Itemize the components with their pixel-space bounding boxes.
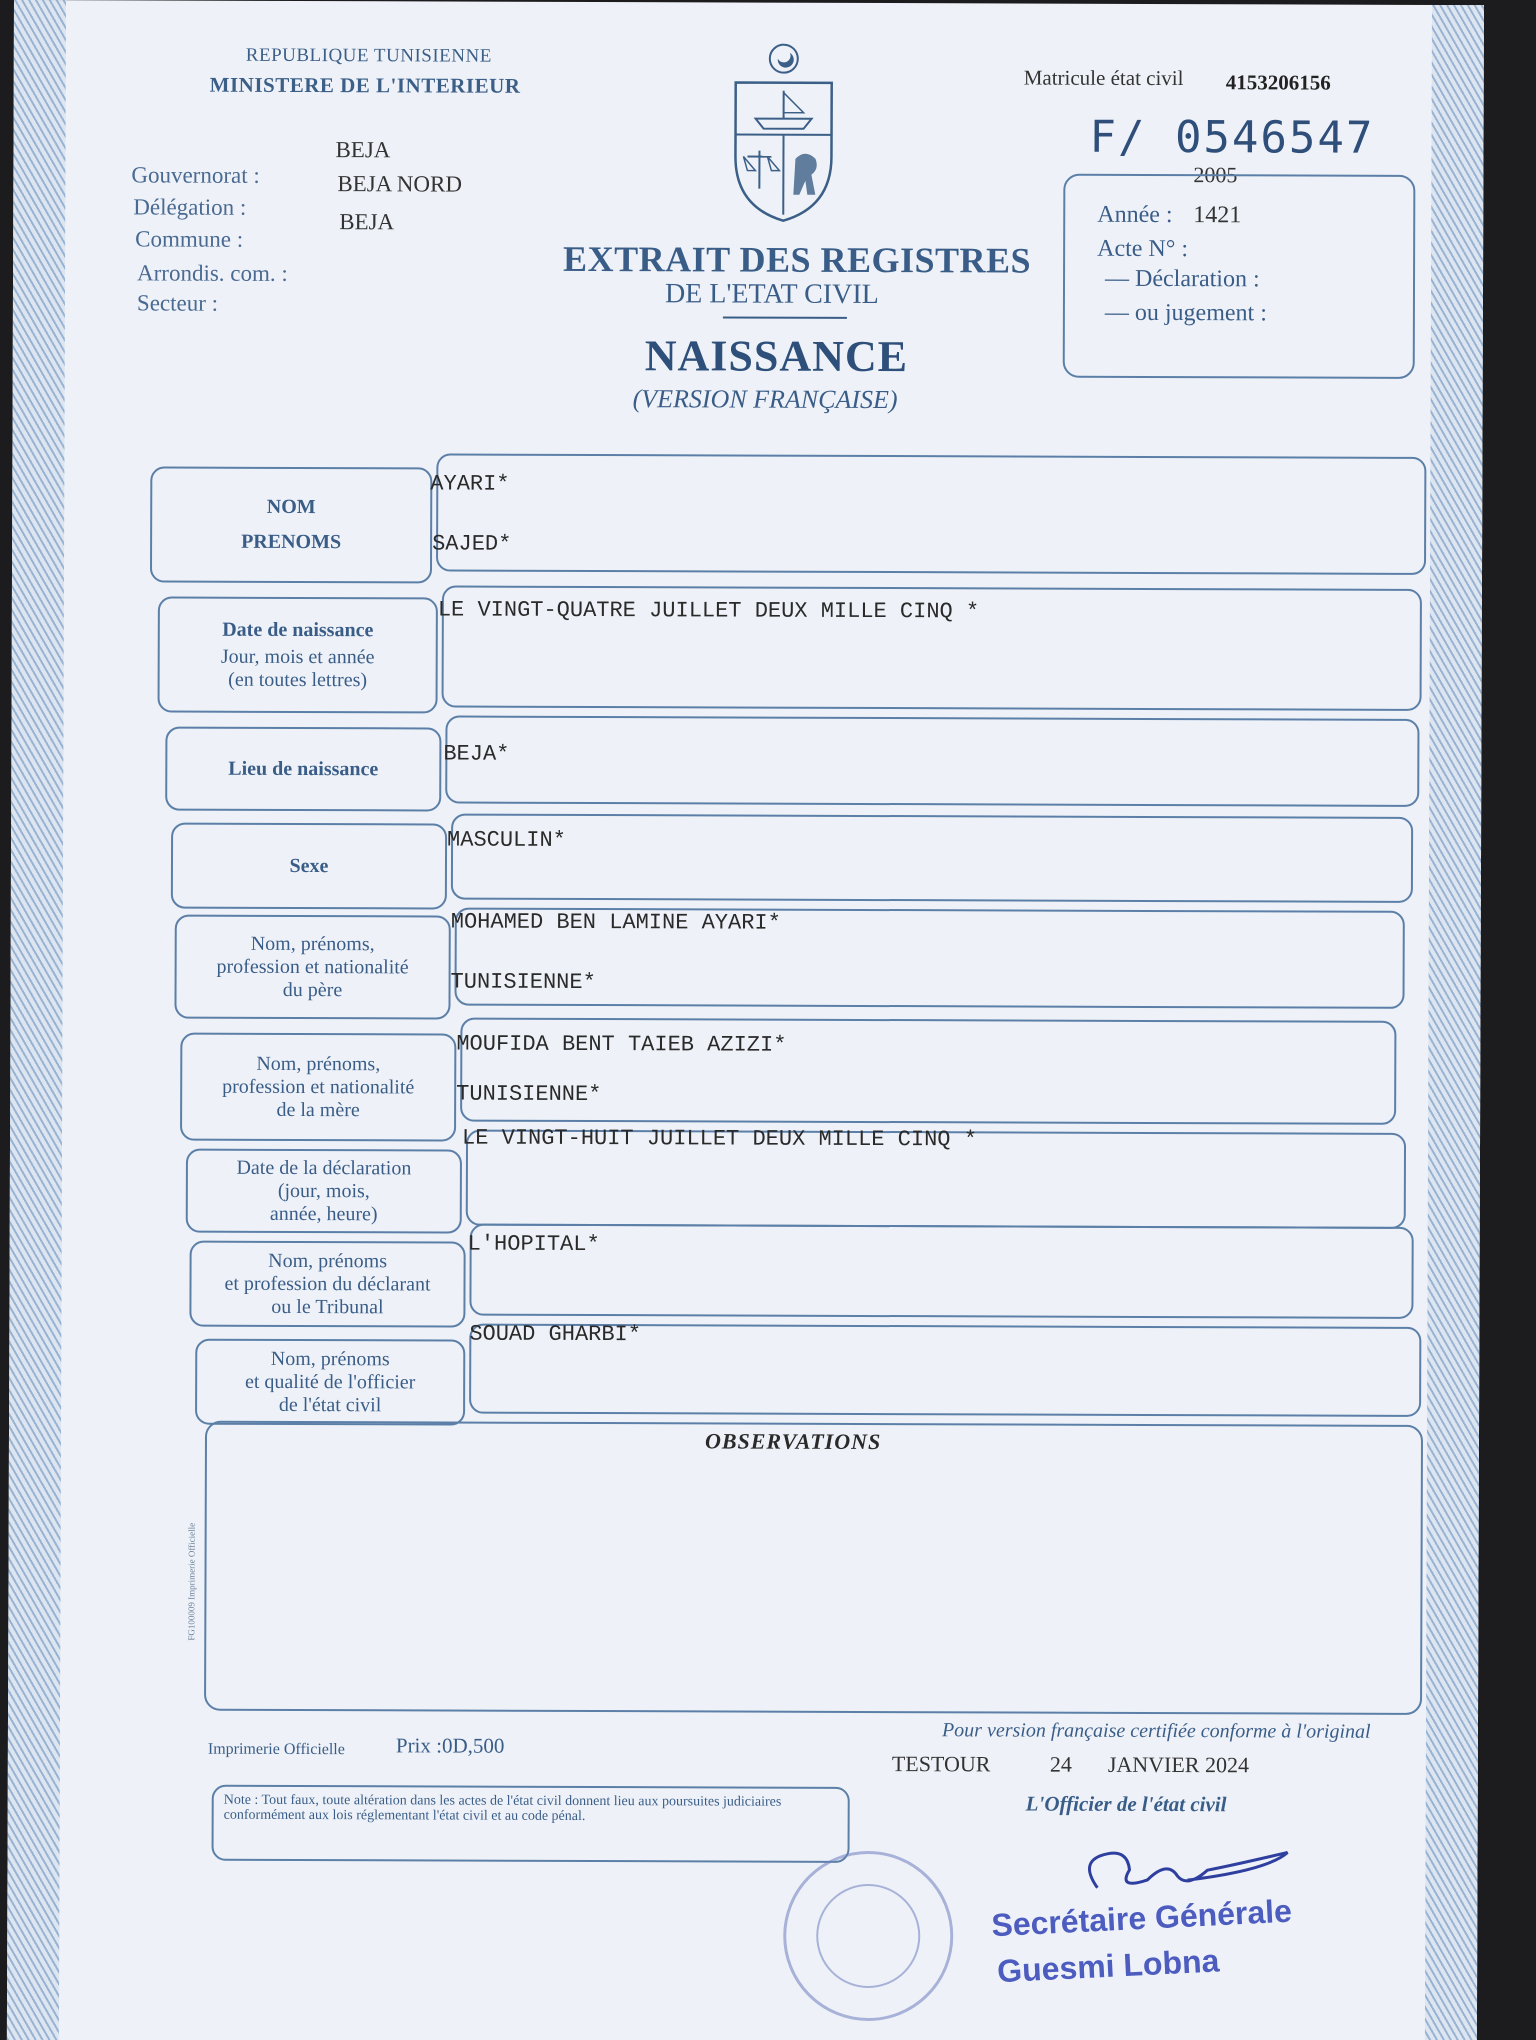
mere-label-line2: profession et nationalité xyxy=(222,1075,415,1098)
official-stamp xyxy=(783,1851,954,2022)
nom-prenoms-field xyxy=(436,453,1426,574)
issue-day: 24 xyxy=(1049,1751,1072,1777)
sexe-title: Sexe xyxy=(289,854,329,877)
date-naissance-sub2: (en toutes lettres) xyxy=(228,668,368,691)
declarant-label-line3: ou le Tribunal xyxy=(271,1295,384,1318)
decorative-border-right xyxy=(1425,5,1484,2040)
declarant-value: L'HOPITAL* xyxy=(467,1231,600,1258)
issue-month-year: JANVIER 2024 xyxy=(1107,1751,1250,1778)
sexe-field xyxy=(451,814,1413,903)
officier-label xyxy=(195,1339,465,1426)
sexe-value: MASCULIN* xyxy=(447,827,566,853)
lieu-value: BEJA* xyxy=(443,741,510,767)
lieu-naissance-field xyxy=(445,716,1419,807)
declarant-label-line1: Nom, prénoms xyxy=(268,1249,388,1272)
officier-signature-title: L'Officier de l'état civil xyxy=(1025,1791,1227,1817)
declaration-date-label xyxy=(186,1149,462,1234)
declarant-label-line2: et profession du déclarant xyxy=(224,1272,431,1295)
decl-label-line3: année, heure) xyxy=(269,1202,378,1225)
date-naissance-sub1: Jour, mois et année xyxy=(220,645,375,668)
officier-label-line3: de l'état civil xyxy=(278,1393,382,1416)
date-naissance-label xyxy=(158,597,438,714)
lieu-title: Lieu de naissance xyxy=(228,757,379,780)
secteur-label: Secteur : xyxy=(136,290,219,316)
republic-label: REPUBLIQUE TUNISIENNE xyxy=(245,44,492,67)
gouvernorat-value: BEJA NORD xyxy=(337,171,463,197)
issue-place: TESTOUR xyxy=(891,1751,991,1777)
observations-box xyxy=(204,1421,1423,1715)
nom-prenoms-label xyxy=(150,466,432,583)
officier-label-line2: et qualité de l'officier xyxy=(244,1370,416,1393)
pere-label xyxy=(174,915,450,1020)
observations-title: OBSERVATIONS xyxy=(704,1428,882,1455)
annee-label: Année : xyxy=(1097,201,1173,229)
acte-number-label: Acte N° : xyxy=(1097,235,1189,263)
prenoms-label: PRENOMS xyxy=(241,530,342,554)
coat-of-arms-emblem xyxy=(725,38,842,224)
side-print-code: FG100009 Imprimerie Officielle xyxy=(186,1522,197,1641)
ministry-label: MINISTERE DE L'INTERIEUR xyxy=(209,72,521,98)
sexe-label xyxy=(171,823,447,910)
signatory-name: Guesmi Lobna xyxy=(996,1942,1221,1990)
title-divider xyxy=(723,316,847,318)
serial-year: 2005 xyxy=(1193,162,1238,188)
pere-label-line2: profession et nationalité xyxy=(216,955,409,978)
commune-label: Commune : xyxy=(135,226,244,252)
declaration-label: — Déclaration : xyxy=(1104,265,1260,293)
officier-value: SOUAD GHARBI* xyxy=(469,1321,642,1348)
serial-number: F/ 0546547 xyxy=(1089,111,1375,164)
declarant-field xyxy=(469,1224,1413,1319)
mere-nationality-value: TUNISIENNE* xyxy=(456,1081,602,1108)
date-naissance-value: LE VINGT-QUATRE JUILLET DEUX MILLE CINQ * xyxy=(437,597,980,625)
prenoms-value: SAJED* xyxy=(432,531,512,557)
officier-label-line1: Nom, prénoms xyxy=(270,1347,390,1370)
delegation-value: BEJA xyxy=(339,209,395,235)
jugement-label: — ou jugement : xyxy=(1104,299,1267,327)
title-etat-civil: DE L'ETAT CIVIL xyxy=(664,278,879,311)
pere-label-line3: du père xyxy=(282,978,343,1001)
lieu-naissance-label xyxy=(165,727,441,812)
legal-note: Note : Tout faux, toute altération dans les actes de l'état civil donnent lieu aux poursuites judiciaires conformément aux lois réglementant l'état civil et au code pénal. xyxy=(212,1785,850,1863)
date-naissance-title: Date de naissance xyxy=(222,618,374,641)
declaration-date-value: LE VINGT-HUIT JUILLET DEUX MILLE CINQ * xyxy=(461,1125,977,1153)
matricule-label: Matricule état civil xyxy=(1023,65,1184,91)
signatory-title: Secrétaire Générale xyxy=(990,1892,1293,1944)
pere-nationality-value: TUNISIENNE* xyxy=(450,969,596,996)
declarant-label xyxy=(189,1241,465,1328)
mere-label-line3: de la mère xyxy=(276,1098,360,1121)
mere-label xyxy=(180,1033,456,1142)
imprimerie-label: Imprimerie Officielle xyxy=(207,1740,345,1759)
admin-top-value: BEJA xyxy=(335,137,391,163)
document-page xyxy=(7,0,1484,2040)
decl-label-line1: Date de la déclaration xyxy=(236,1156,412,1179)
arrondissement-label: Arrondis. com. : xyxy=(137,260,288,286)
annee-value: 1421 xyxy=(1193,202,1242,229)
decorative-border-left xyxy=(7,0,66,2040)
prix-label: Prix :0D,500 xyxy=(395,1733,505,1758)
matricule-value: 4153206156 xyxy=(1225,70,1331,95)
title-naissance: NAISSANCE xyxy=(644,331,909,382)
title-extrait: EXTRAIT DES REGISTRES xyxy=(563,238,1032,281)
decl-label-line2: (jour, mois, xyxy=(277,1179,370,1202)
delegation-label: Délégation : xyxy=(133,194,247,220)
certification-text: Pour version française certifiée conforme à l'original xyxy=(941,1719,1371,1743)
gouvernorat-label: Gouvernorat : xyxy=(131,162,260,188)
title-version: (VERSION FRANÇAISE) xyxy=(632,384,898,415)
nom-value: AYARI* xyxy=(430,471,510,497)
pere-name-value: MOHAMED BEN LAMINE AYARI* xyxy=(450,909,781,936)
nom-label: NOM xyxy=(266,495,316,519)
stamp-inner-ring xyxy=(816,1884,920,1988)
pere-label-line1: Nom, prénoms, xyxy=(250,932,375,955)
mere-label-line1: Nom, prénoms, xyxy=(256,1052,381,1075)
mere-name-value: MOUFIDA BENT TAIEB AZIZI* xyxy=(456,1031,787,1058)
